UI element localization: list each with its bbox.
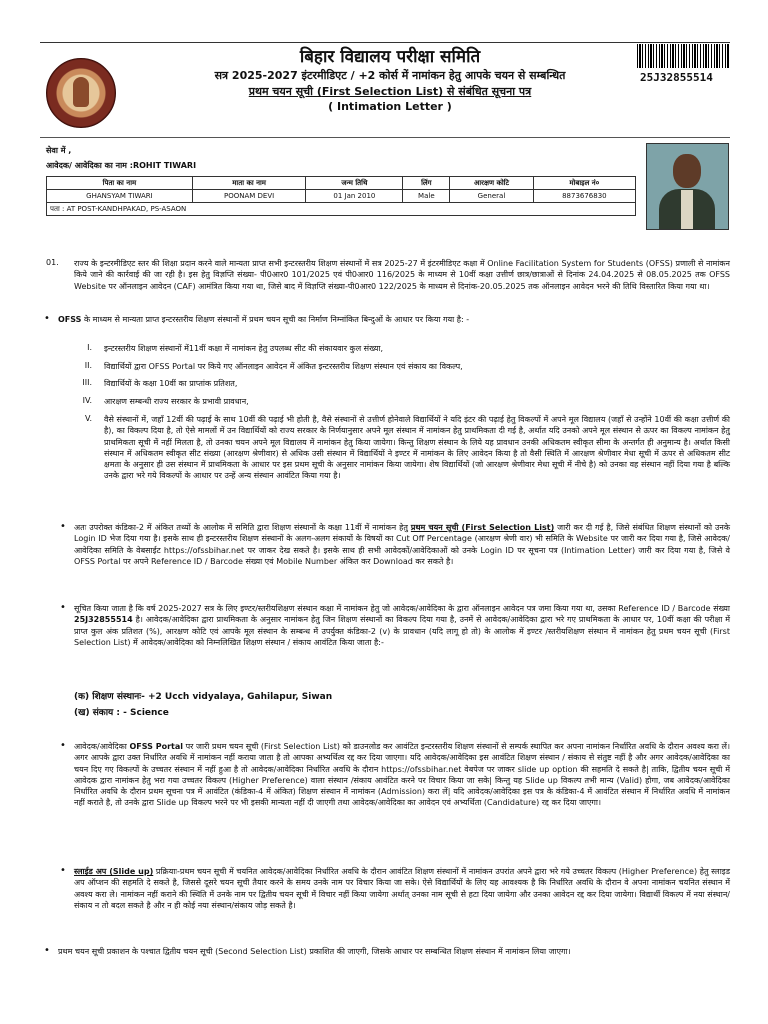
bullet-icon: • (60, 865, 66, 876)
allotted-institution: (क) शिक्षण संस्थानः- +2 Ucch vidyalaya, Gahilapur, Siwan (74, 692, 333, 702)
text: अतः उपरोक्त कंडिका-2 में अंकित तथ्यों के आलोक में समिति द्वारा शिक्षण संस्थानों के कक्षा 11वीं में नामांकन हेतु (74, 523, 411, 532)
applicant-info-table (46, 176, 636, 216)
paragraph-download-instructions (74, 741, 730, 809)
header-mother-name: माता का नाम (192, 177, 305, 190)
point-mark: II. (84, 361, 92, 370)
bullet-icon: • (60, 602, 66, 613)
point-text: विद्यार्थियों द्वारा OFSS Portal पर किये गए ऑनलाइन आवेदन में अंकित इन्टरस्तरीय शिक्षण संस्थान एवं संकाय का विकल्प, (104, 362, 463, 371)
text: है। आवेदक/आवेदिका द्वारा प्राथमिकता के अनुसार नामांकन हेतु जिन शिक्षण संस्थानों का विकल्प दिया गया है, उनमें से आवेदक/आवेदिका द्वारा भरे गए प्राथमिकता के आधार पर, 10वीं कक्षा की परीक्षा में प्राप्त कुल अंक प्रतिशत (%), आरक्षण कोटि एवं आपके मूल संस्थान के सम्बन्ध में उपर्युक्त कंडिका-2 (v) के प्रावधान (यदि लागू हो तो) के आलोक में इण्टर /स्तरीयशिक्षण संस्थान में नामांकन हेतु प्रथम चयन सूची (First Selection List) में आवेदक/आवेदिका को निम्नलिखित शिक्षण संस्थान / संकाय आवंटित किया जाता है:- (74, 615, 730, 647)
selection-list-subtitle (150, 84, 630, 99)
paragraph-slide-up (74, 866, 730, 911)
intimation-letter-label: ( Intimation Letter ) (328, 100, 452, 113)
subtitle-post: ) से संबंधित सूचना पत्र (438, 85, 532, 98)
header-category: आरक्षण कोटि (450, 177, 533, 190)
applicant-name: आवेदक/ आवेदिका का नाम :ROHIT TIWARI (46, 161, 197, 170)
board-seal-logo (46, 58, 116, 128)
point-text: विद्यार्थियों के कक्षा 10वीं का प्राप्तांक प्रतिशत, (104, 379, 238, 388)
paragraph-first-list (74, 522, 730, 567)
category: General (450, 190, 533, 203)
header-father-name: पिता का नाम (47, 177, 193, 190)
paragraph-intro: राज्य के इन्टरमीडिएट स्तर की शिक्षा प्रदान करने वाले मान्यता प्राप्त सभी इन्टरस्तरीय शिक्षण संस्थानों में सत्र 2025-27 में इंटरमीडिएट कक्षा में Online Facilitation System for Students (OFSS) प्रणाली से नामांकन किये जाने की कार्रवाई की जा रही है। इस हेतु विज्ञप्ति संख्या- पी0आर0 101/2025 एवं पी0आर0 116/2025 के माध्यम से 10वीं कक्षा उत्तीर्ण छात्र/छात्राओं से दिनांक 24.04.2025 से 08.05.2025 तक OFSS Website पर ऑनलाइन आवेदन (CAF) आमंत्रित किया गया था, जिसे बाद में विज्ञप्ति संख्या-पी0आर0 122/2025 के माध्यम से दिनांक-20.05.2025 तक ऑनलाइन आवेदन भरने की तिथि विस्तारित किया गया था। (74, 259, 730, 291)
point-mark: IV. (82, 396, 92, 405)
point-text: आरक्षण सम्बन्धी राज्य सरकार के प्रभावी प्रावधान, (104, 397, 249, 406)
bullet-icon: • (44, 945, 50, 956)
table-row (47, 190, 636, 203)
allotted-faculty: (ख) संकाय : - Science (74, 708, 169, 718)
barcode (637, 44, 729, 68)
gender: Male (403, 190, 450, 203)
address: पता : AT POST-KANDHPAKAD, PS-ASAON (47, 203, 636, 216)
header-divider (40, 137, 730, 138)
text: जारी कर दी गई है, जिसे संबंधित शिक्षण संस्थानों को उनके Login ID भेज दिया गया है। इसके साथ ही इन्टरस्तरीय शिक्षण संस्थानों के अलग-अलग संकायों के विषयों का Cut Off Percentage (आरक्षण श्रेणी वार) भी समिति के Website पर जारी कर दिया गया है, जिसे आवेदक/आवेदिका समिति के वेबसाईट https://ofssbihar.net पर जाकर देख सकते है। इसके साथ ही सभी आवेदकों/आवेदिकाओं को उनके Login ID पर सूचना पत्र (Intimation Letter) जारी कर दिया गया है, जिसे वे OFSS Portal पर अपने Reference ID / Barcode संख्या एवं Mobile Number अंकित कर Download कर सकते है। (74, 523, 730, 566)
barcode-number: 25J32855514 (640, 71, 713, 84)
mobile: 8873676830 (533, 190, 635, 203)
header-dob: जन्म तिथि (306, 177, 403, 190)
paragraph-allotment (74, 603, 730, 648)
applicant-photo (646, 143, 729, 230)
point-mark: I. (87, 343, 92, 352)
address-row (47, 203, 636, 216)
salutation: सेवा में , (46, 146, 72, 155)
point-mark: III. (82, 378, 92, 387)
text: सूचित किया जाता है कि वर्ष 2025-2027 सत्र के लिए इण्टर/स्तरीयशिक्षण संस्थान कक्षा में नामांकन हेतु जो आवेदक/आवेदिका के द्वारा ऑनलाइन आवेदन पत्र जमा किया गया था, उसका Reference ID / Barcode संख्या (74, 604, 730, 613)
bullet-icon: • (60, 521, 66, 532)
dob: 01 Jan 2010 (306, 190, 403, 203)
ofss-portal-label: OFSS Portal (129, 742, 184, 751)
text: पर जारी प्रथम चयन सूची (First Selection List) को डाउनलोड कर आवंटित इन्टरस्तरीय शिक्षण संस्थानों से सम्पर्क स्थापित कर अपना नामांकन निर्धारित अवधि के दौरान अवश्य करा लें। अगर आपके द्वारा उक्त निर्धारित अवधि में नामांकन नहीं कराया जाता है तो आपका अभ्यर्थित्व रद्द कर दिया जाएगा। यदि आवेदक/आवेदिका इस आवंटित शिक्षण संस्थान / संकाय से संतुष्ट नहीं है और अगर आवेदक/आवेदिका का चयन दिए गए विकल्पों के उच्चतर संस्थान में नहीं हुआ है तो आवेदक/आवेदिका निर्धारित अवधि के दौरान https://ofssbihar.net वेबपेज पर जाकर slide up option की सहमति दे सकते है| ताकि, द्वितीय चयन सूची में आवेदक द्वारा नामांकन हेतु भरा गया उच्चतर विकल्प (Higher Preference) वाला संस्थान /संकाय आवंटित करने पर विचार किया जा सके| किन्तु यह Slide up विकल्प तभी मान्य (Valid) होगा, जब आवेदक/आवेदिका निर्धारित अवधि के दौरान प्रथम सूचना पत्र में आवंटित (कंडिका-4 में अंकित) शिक्षण संस्थान में नामांकन (Admission) करा लें| यदि आवेदक/आवेदिका इस पत्र के कंडिका-4 में आवंटित संस्थान में निर्धारित अवधि में नामांकन नहीं कराते है, तो उनके द्वारा Slide up विकल्प भरने पर भी इसकी मान्यता नहीं दी जाएगी तथा आवेदक/आवेदिका का आवेदन एवं अभ्यर्थिता (Candidature) रद्द कर दिया जाएगा। (74, 742, 730, 808)
session-subtitle: सत्र 2025-2027 इंटरमीडिएट / +2 कोर्स में नामांकन हेतु आपके चयन से सम्बन्धित (214, 69, 566, 82)
bullet-icon: • (44, 313, 50, 324)
point-mark: V. (85, 414, 92, 423)
paragraph-second-list: प्रथम चयन सूची प्रकाशन के पश्चात द्वितीय चयन सूची (Second Selection List) प्रकाशित की जाएगी, जिसके आधार पर सम्बन्धित शिक्षण संस्थान में नामांकन लिया जाएगा। (58, 947, 571, 956)
point-text: इन्टरस्तरीय शिक्षण संस्थानों में11वीं कक्षा में नामांकन हेतु उपलब्ध सीट की संकायवार कुल संख्या, (104, 344, 384, 353)
header-gender: लिंग (403, 177, 450, 190)
father-name: GHANSYAM TIWARI (47, 190, 193, 203)
slide-up-label: स्लाईड अप (Slide up) (74, 867, 154, 876)
paragraph-ofss (58, 314, 730, 325)
bullet-icon: • (60, 740, 66, 751)
point-text: वैसे संस्थानों में, जहाँ 12वीं की पढ़ाई के साथ 10वीं की पढ़ाई भी होती है, वैसे संस्थानों से उत्तीर्ण होनेवाले विद्यार्थियों ने यदि इंटर की पढ़ाई हेतु विकल्पों में अपने मूल विद्यालय (जहाँ से उन्होंने 10वीं की कक्षा उत्तीर्ण की है), का विकल्प दिया है, तो ऐसे मामलों में उन विद्यार्थियों को राज्य सरकार के निर्णयानुसार अपने मूल संस्थान में नामांकन हेतु प्राथमिकता दी गई है, अर्थात यदि उनको अपने मूल संस्थान से ऊपर का विकल्प नामांकन हेतु प्राथमिकता सूची में नहीं मिलता है, तो उनका चयन अपने मूल विद्यालय में नामांकन हेतु किया जायेगा। किन्तु शिक्षण संस्थान के लिये यह प्रावधान उनकी अधिकतम स्वीकृत सीमा के अन्तर्गत ही अनुमान्य है। अर्थात किसी संस्थान में अधिकतम स्वीकृत सीट संख्या (आरक्षण श्रेणीवार) से अधिक उसी संस्थान में विद्यार्थियों ने इण्टर में नामांकन के लिए आवेदन किया है तो वैसी स्थिति में आरक्षण श्रेणीवार मेधा सूची में ऊपर से अधिकतम सीट क्षमता के अनुसार ही उस संस्थान में प्राथमिकता के आधार पर इस प्रथम सूची के अनुसार नामांकन किया जायेगा। शेष विद्यार्थियों (जो आरक्षण श्रेणीवार मेधा सूची में नीचे है) को उनका वह संस्थान नहीं दिया गया है बल्कि उनके द्वारा भरे गये विकल्पों के आधार पर उन्हें अन्य संस्थान आवंटित किया गया है। (104, 415, 730, 481)
ofss-label: OFSS (58, 315, 82, 324)
board-title: बिहार विद्यालय परीक्षा समिति (299, 47, 481, 67)
paragraph-number: 01. (46, 258, 59, 267)
text: प्रक्रियाः-प्रथम चयन सूची में चयनित आवेदक/आवेदिका निर्धारित अवधि के दौरान आवंटित शिक्षण संस्थानों में नामांकन उपरांत अपने द्वारा भरे गये उच्चतर विकल्प (Higher Preference) हेतु स्लाइड अप ऑप्शन की सहमति दे सकते है, जिससे दूसरे चयन सूची तैयार करने के समय उनके नाम पर विचार किया जा सके। ऐसे विद्यार्थियों के लिए यह आवश्यक है कि निर्धारित अवधि के दौरान वे अपना नामांकन चयनित संस्थान में अवश्य करा ले। नामांकन नहीं कराने की स्थिति में उनके नाम पर द्वितीय चयन सूची में विचार नहीं किया जायेगा अर्थात् उनका नाम सूची से हटा दिया जायेगा और उनका आवेदन रद्द कर दिया जायेगा। विद्यार्थी विकल्प में नया संस्थान/ संकाय न तो बदल सकते है और न ही कोई नया संस्थान/संकाय जोड़ सकते है। (74, 867, 730, 910)
subtitle-fsl: First Selection List (321, 85, 439, 98)
subtitle-pre: प्रथम चयन सूची ( (248, 85, 322, 98)
mother-name: POONAM DEVI (192, 190, 305, 203)
text: आवेदक/आवेदिका (74, 742, 130, 751)
ofss-text: के माध्यम से मान्यता प्राप्त इन्टरस्तरीय शिक्षण संस्थानों में प्रथम चयन सूची का निर्माण निम्नांकित बिन्दुओं के आधार पर किया गया है: - (81, 315, 470, 324)
header-mobile: मोबाइल नं० (533, 177, 635, 190)
reference-code: 25J32855514 (74, 615, 133, 625)
table-header-row (47, 177, 636, 190)
top-divider (40, 42, 730, 43)
first-selection-list-label: प्रथम चयन सूची (First Selection List) (410, 523, 555, 532)
